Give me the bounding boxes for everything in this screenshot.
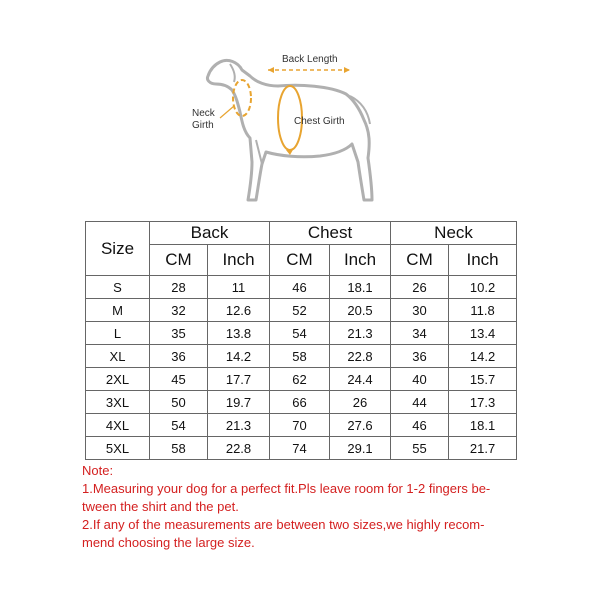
measurement-cell: 17.7 bbox=[208, 368, 270, 391]
size-cell: M bbox=[86, 299, 150, 322]
unit-header: CM bbox=[391, 245, 449, 276]
measurement-cell: 62 bbox=[270, 368, 330, 391]
size-column-header: Size bbox=[86, 222, 150, 276]
measurement-cell: 22.8 bbox=[330, 345, 391, 368]
table-row bbox=[86, 345, 517, 368]
size-cell: 2XL bbox=[86, 368, 150, 391]
back-group-header: Back bbox=[150, 222, 270, 245]
size-cell: 3XL bbox=[86, 391, 150, 414]
measurement-cell: 32 bbox=[150, 299, 208, 322]
measurement-cell: 70 bbox=[270, 414, 330, 437]
table-row bbox=[86, 322, 517, 345]
measurement-cell: 45 bbox=[150, 368, 208, 391]
measurement-cell: 54 bbox=[270, 322, 330, 345]
unit-header: CM bbox=[270, 245, 330, 276]
measurement-cell: 11 bbox=[208, 276, 270, 299]
table-row bbox=[86, 391, 517, 414]
measurement-cell: 15.7 bbox=[449, 368, 517, 391]
measurement-cell: 36 bbox=[150, 345, 208, 368]
measurement-cell: 27.6 bbox=[330, 414, 391, 437]
note-title: Note: bbox=[82, 463, 114, 478]
unit-header: Inch bbox=[449, 245, 517, 276]
measurement-cell: 13.8 bbox=[208, 322, 270, 345]
measurement-cell: 13.4 bbox=[449, 322, 517, 345]
table-row bbox=[86, 437, 517, 460]
dog-measurement-diagram bbox=[190, 40, 430, 220]
measurement-cell: 12.6 bbox=[208, 299, 270, 322]
measurement-cell: 19.7 bbox=[208, 391, 270, 414]
note-line: mend choosing the large size. bbox=[82, 535, 255, 550]
measurement-cell: 26 bbox=[391, 276, 449, 299]
measurement-cell: 55 bbox=[391, 437, 449, 460]
chest-group-header: Chest bbox=[270, 222, 391, 245]
measurement-cell: 18.1 bbox=[330, 276, 391, 299]
measurement-cell: 18.1 bbox=[449, 414, 517, 437]
measurement-cell: 29.1 bbox=[330, 437, 391, 460]
size-cell: S bbox=[86, 276, 150, 299]
measurement-cell: 58 bbox=[150, 437, 208, 460]
measurement-cell: 20.5 bbox=[330, 299, 391, 322]
measurement-cell: 30 bbox=[391, 299, 449, 322]
measurement-cell: 24.4 bbox=[330, 368, 391, 391]
girth-label: Girth bbox=[192, 120, 214, 131]
measurement-cell: 21.3 bbox=[208, 414, 270, 437]
table-body bbox=[86, 276, 517, 460]
measurement-cell: 22.8 bbox=[208, 437, 270, 460]
measurement-cell: 54 bbox=[150, 414, 208, 437]
table-row bbox=[86, 299, 517, 322]
size-cell: XL bbox=[86, 345, 150, 368]
size-cell: L bbox=[86, 322, 150, 345]
size-cell: 4XL bbox=[86, 414, 150, 437]
unit-header: Inch bbox=[208, 245, 270, 276]
measurement-cell: 14.2 bbox=[449, 345, 517, 368]
dog-silhouette-icon bbox=[190, 40, 430, 220]
measurement-cell: 74 bbox=[270, 437, 330, 460]
measurement-cell: 10.2 bbox=[449, 276, 517, 299]
note-line: 1.Measuring your dog for a perfect fit.Pls leave room for 1-2 fingers be- bbox=[82, 481, 491, 496]
table-row bbox=[86, 414, 517, 437]
measurement-cell: 14.2 bbox=[208, 345, 270, 368]
note-block bbox=[82, 462, 542, 552]
note-line: 2.If any of the measurements are between two sizes,we highly recom- bbox=[82, 517, 485, 532]
measurement-cell: 46 bbox=[391, 414, 449, 437]
table-group-header-row bbox=[86, 222, 517, 245]
measurement-cell: 46 bbox=[270, 276, 330, 299]
measurement-cell: 35 bbox=[150, 322, 208, 345]
measurement-cell: 34 bbox=[391, 322, 449, 345]
back-length-label: Back Length bbox=[282, 54, 338, 65]
measurement-cell: 11.8 bbox=[449, 299, 517, 322]
measurement-cell: 36 bbox=[391, 345, 449, 368]
measurement-cell: 21.7 bbox=[449, 437, 517, 460]
neck-group-header: Neck bbox=[391, 222, 517, 245]
table-row bbox=[86, 276, 517, 299]
table-unit-header-row bbox=[86, 245, 517, 276]
size-chart-table bbox=[85, 221, 517, 460]
measurement-cell: 40 bbox=[391, 368, 449, 391]
measurement-cell: 52 bbox=[270, 299, 330, 322]
neck-label: Neck bbox=[192, 108, 215, 119]
chest-girth-label: Chest Girth bbox=[294, 116, 345, 127]
measurement-cell: 44 bbox=[391, 391, 449, 414]
measurement-cell: 17.3 bbox=[449, 391, 517, 414]
note-line: tween the shirt and the pet. bbox=[82, 499, 239, 514]
measurement-cell: 50 bbox=[150, 391, 208, 414]
measurement-cell: 66 bbox=[270, 391, 330, 414]
measurement-cell: 28 bbox=[150, 276, 208, 299]
table-row bbox=[86, 368, 517, 391]
measurement-cell: 58 bbox=[270, 345, 330, 368]
unit-header: Inch bbox=[330, 245, 391, 276]
measurement-cell: 26 bbox=[330, 391, 391, 414]
size-cell: 5XL bbox=[86, 437, 150, 460]
measurement-cell: 21.3 bbox=[330, 322, 391, 345]
unit-header: CM bbox=[150, 245, 208, 276]
